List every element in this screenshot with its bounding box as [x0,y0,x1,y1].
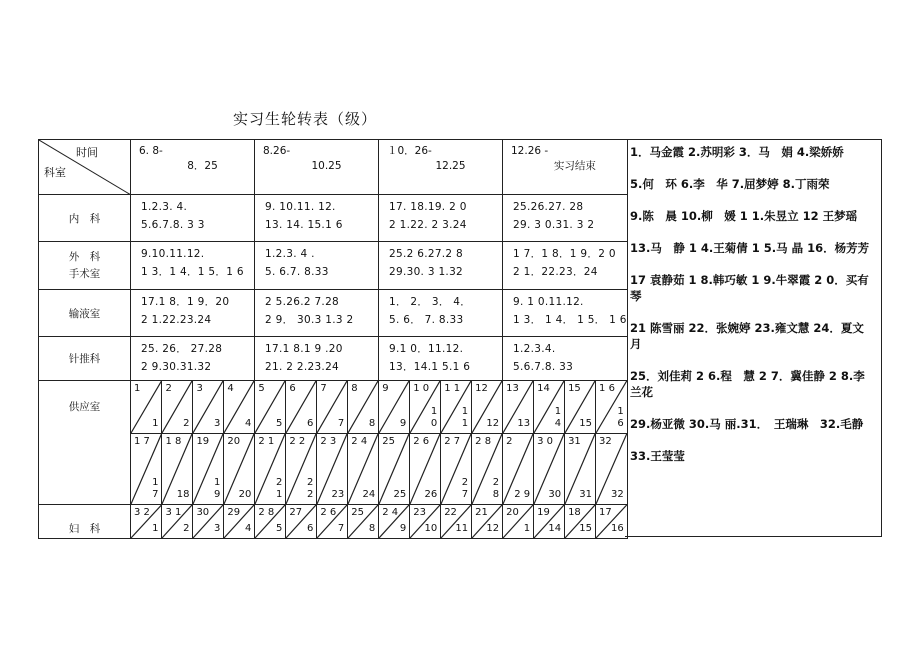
roster-line: 25．刘佳莉 2 6.程 慧 2 7．冀佳静 2 8.李兰花 [630,369,865,399]
slash-bottom-value: 26 [424,489,438,500]
schedule-cell [379,195,503,242]
gyn-row [131,505,628,539]
period-start: 6. 8- [139,145,163,157]
cell-line: 2 1.22. 2 3.24 [389,219,467,231]
roster-line: 29.杨亚微 30.马 丽.31． 王瑞琳 32.毛静 [630,417,864,431]
cell-line: 17.1 8．1 9．20 [141,296,230,308]
slash-cell [286,434,317,504]
slash-bottom-value: 10 [424,523,438,534]
slash-top-value: 4 [227,383,234,394]
schedule-cell [503,242,628,290]
slash-bottom-value: 32 [610,489,624,500]
slash-cell [472,381,503,433]
slash-cell [162,381,193,433]
slash-top-value: 7 [320,383,327,394]
dept-or-label: 手术室 [68,267,101,280]
schedule-cell [379,337,503,381]
slash-top-value: 2 6 [320,507,337,518]
dept-acupuncture: 针推科 [39,337,131,381]
rotation-table [38,139,628,539]
slash-cell [162,505,193,538]
slash-top-value: 25 [382,436,395,447]
slash-cell [565,434,596,504]
slash-bottom-value: 6 [306,523,314,534]
slash-bottom-value: 3 [214,418,221,429]
slash-cell [286,381,317,433]
slash-cell [255,434,286,504]
slash-bottom-value: 2 [183,418,190,429]
slash-top-value: 1 1 [444,383,461,394]
slash-bottom-value: 2 2 [306,477,314,500]
slash-cell [348,505,379,538]
slash-top-value: 2 4 [382,507,399,518]
slash-bottom-value: 12 [486,418,500,429]
cell-line: 1.2.3. 4. [141,201,188,213]
roster-line: 9.陈 晨 10.柳 媛 1 1.朱昱立 12 王梦瑶 [630,209,858,223]
slash-top-value: 12 [475,383,488,394]
slash-top-value: 14 [537,383,550,394]
schedule-cell [503,290,628,337]
slash-cell [255,505,286,538]
slash-bottom-value: 14 [548,523,562,534]
slash-bottom-value: 31 [579,489,593,500]
slash-top-value: 20 [227,436,241,447]
schedule-cell [379,242,503,290]
cell-line: 21. 2 2.23.24 [265,361,340,373]
slash-bottom-value: 20 [238,489,252,500]
dept-infusion: 输液室 [39,290,131,337]
slash-cell [503,505,534,538]
slash-top-value: 2 [165,383,172,394]
slash-bottom-value: 2 9 [514,489,531,500]
slash-top-value: 3 0 [537,436,553,447]
slash-cell [596,434,627,504]
slash-cell [224,381,255,433]
intern-roster [625,139,882,537]
period-start: 12.26 - [511,145,549,157]
slash-cell [503,381,534,433]
period-header [379,140,503,195]
roster-line: 5.何 环 6.李 华 7.屈梦婷 8.丁雨荣 [630,177,830,191]
slash-cell [441,505,472,538]
slash-bottom-value: 24 [362,489,376,500]
slash-top-value: 25 [351,507,365,518]
roster-line: 17 袁静茹 1 8.韩巧敏 1 9.牛翠霞 2 0．买有琴 [630,273,869,303]
schedule-cell [131,337,255,381]
slash-top-value: 2 6 [413,436,430,447]
cell-line: 2 1．22.23．24 [513,266,598,278]
cell-line: 1 7．1 8．1 9．2 0 [513,248,616,260]
period-end: 8．25 [187,160,218,172]
cell-line: 2 5.26.2 7.28 [265,296,340,308]
dept-label: 科室 [44,166,66,179]
slash-bottom-value: 5 [275,418,283,429]
schedule-cell [255,195,379,242]
slash-top-value: 32 [599,436,612,447]
slash-cell [410,505,441,538]
slash-top-value: 3 [196,383,203,394]
slash-top-value: 3 2 [134,507,150,518]
period-header [255,140,379,195]
slash-bottom-value: 1 1 [461,406,469,429]
dept-surgery-label: 外 科 [68,250,101,263]
slash-bottom-value: 30 [548,489,562,500]
roster-line: 13.马 静 1 4.王菊倩 1 5.马 晶 16．杨芳芳 [630,241,870,255]
slash-bottom-value: 4 [245,418,252,429]
cell-line: 1． 2． 3． 4． [389,296,472,308]
slash-bottom-value: 1 9 [214,477,221,500]
slash-bottom-value: 12 [486,523,500,534]
slash-bottom-value: 18 [176,489,190,500]
slash-cell [317,381,348,433]
period-header [131,140,255,195]
slash-bottom-value: 13 [517,418,531,429]
slash-cell [131,381,162,433]
slash-cell [193,505,224,538]
slash-bottom-value: 25 [393,489,407,500]
slash-cell [193,381,224,433]
slash-bottom-value: 8 [368,523,376,534]
slash-top-value: 19 [196,436,210,447]
slash-bottom-value: 2 7 [461,477,469,500]
slash-bottom-value: 2 8 [492,477,500,500]
slash-cell [131,505,162,538]
cell-line: 1 3． 1 4． 1 5． 1 6 [513,314,627,326]
slash-top-value: 2 8 [258,507,275,518]
slash-top-value: 9 [382,383,389,394]
slash-bottom-value: 15 [579,418,593,429]
cell-line: 13. 14. 15.1 6 [265,219,343,231]
cell-line: 2 9.30.31.32 [141,361,212,373]
slash-cell [317,434,348,504]
slash-top-value: 6 [289,383,296,394]
slash-top-value: 5 [258,383,265,394]
header-corner-cell [39,140,131,195]
cell-line: 2 9． 30.3 1.3 2 [265,314,354,326]
slash-top-value: 13 [506,383,519,394]
dept-internal-medicine: 内 科 [39,195,131,242]
slash-bottom-value: 9 [399,523,407,534]
slash-bottom-value: 9 [399,418,407,429]
slash-cell [379,381,410,433]
slash-cell [472,505,503,538]
slash-top-value: 21 [475,507,488,518]
cell-line: 17.1 8.1 9 .20 [265,343,343,355]
slash-bottom-value: 16 [610,523,624,534]
schedule-cell [131,242,255,290]
slash-top-value: 1 6 [599,383,615,394]
slash-top-value: 1 7 [134,436,150,447]
slash-top-value: 2 2 [289,436,306,447]
slash-top-value: 1 0 [413,383,430,394]
slash-top-value: 29 [227,507,241,518]
slash-bottom-value: 15 [579,523,593,534]
slash-bottom-value: 3 [214,523,221,534]
cell-line: 5. 6． 7. 8.33 [389,314,464,326]
schedule-cell [131,290,255,337]
slash-bottom-value: 1 4 [554,406,562,429]
slash-bottom-value: 1 [523,523,531,534]
cell-line: 9. 1 0.11.12. [513,296,584,308]
slash-cell [534,505,565,538]
cell-line: 1.2.3. 4 . [265,248,315,260]
slash-bottom-value: 11 [455,523,469,534]
cell-line: 5.6.7.8. 33 [513,361,574,373]
slash-cell [224,434,255,504]
period-end: 实习结束 [553,160,596,172]
slash-top-value: 1 8 [165,436,182,447]
cell-line: 17. 18.19. 2 0 [389,201,467,213]
slash-bottom-value: 1 7 [152,477,159,500]
slash-top-value: 8 [351,383,358,394]
time-label: 时间 [76,146,98,159]
slash-top-value: 22 [444,507,457,518]
cell-line: 5.6.7.8. 3 3 [141,219,205,231]
schedule-cell [255,337,379,381]
slash-top-value: 31 [568,436,581,447]
slash-bottom-value: 1 0 [430,406,438,429]
period-header [503,140,628,195]
slash-bottom-value: 2 [183,523,190,534]
page-title: 实习生轮转表（级） [233,110,378,128]
schedule-cell [503,195,628,242]
dept-supply: 供应室 [39,381,131,505]
slash-cell [534,381,565,433]
slash-top-value: 27 [289,507,303,518]
slash-top-value: 15 [568,383,581,394]
cell-line: 1 3．1 4．1 5．1 6 [141,266,244,278]
slash-bottom-value: 5 [275,523,283,534]
roster-line: 33.王莹莹 [630,449,685,463]
slash-cell [596,381,627,433]
slash-bottom-value: 1 6 [617,406,624,429]
slash-cell [534,434,565,504]
dept-gynecology: 妇 科 [39,505,131,539]
slash-top-value: 20 [506,507,519,518]
roster-line: 21 陈雪丽 22．张婉婷 23.雍文慧 24．夏文月 [630,321,864,351]
cell-line: 29. 3 0.31. 3 2 [513,219,595,231]
slash-top-value: 17 [599,507,612,518]
slash-bottom-value: 8 [368,418,376,429]
schedule-cell [131,195,255,242]
slash-cell [596,505,627,538]
slash-top-value: 2 7 [444,436,461,447]
slash-cell [379,505,410,538]
schedule-cell [503,337,628,381]
supply-row-2 [131,434,628,505]
slash-bottom-value: 23 [331,489,345,500]
slash-bottom-value: 6 [306,418,314,429]
cell-line: 13．14.1 5.1 6 [389,361,471,373]
cell-line: 25.2 6.27.2 8 [389,248,464,260]
slash-cell [286,505,317,538]
cell-line: 9.1 0．11.12. [389,343,464,355]
slash-bottom-value: 7 [337,523,345,534]
slash-top-value: 3 1 [165,507,182,518]
period-end: 12.25 [435,160,466,172]
slash-cell [565,505,596,538]
slash-top-value: 1 [134,383,141,394]
cell-line: 25. 26． 27.28 [141,343,223,355]
cell-line: 5. 6.7. 8.33 [265,266,329,278]
slash-top-value: 2 4 [351,436,368,447]
slash-cell [317,505,348,538]
slash-cell [193,434,224,504]
slash-top-value: 30 [196,507,210,518]
roster-line: 1．马金霞 2.苏明彩 3．马 娟 4.梁娇娇 [630,145,844,159]
slash-cell [255,381,286,433]
slash-cell [565,381,596,433]
slash-top-value: 18 [568,507,581,518]
slash-cell [441,381,472,433]
slash-top-value: 19 [537,507,550,518]
slash-cell [441,434,472,504]
cell-line: 25.26.27. 28 [513,201,584,213]
slash-cell [410,434,441,504]
slash-cell [503,434,534,504]
slash-bottom-value: 7 [337,418,345,429]
dept-surgery [39,242,131,290]
period-start: １0．26- [387,145,432,157]
slash-cell [131,434,162,504]
slash-top-value: 2 8 [475,436,492,447]
cell-line: 9.10.11.12. [141,248,205,260]
slash-cell [379,434,410,504]
schedule-cell [255,290,379,337]
supply-row-1 [131,381,628,434]
slash-bottom-value: 1 [152,523,159,534]
cell-line: 9. 10.11. 12. [265,201,336,213]
cell-line: 1.2.3.4. [513,343,556,355]
slash-cell [162,434,193,504]
slash-top-value: 23 [413,507,426,518]
slash-cell [410,381,441,433]
slash-top-value: 2 3 [320,436,337,447]
cell-line: 29.30. 3 1.32 [389,266,464,278]
schedule-cell [379,290,503,337]
slash-top-value: 2 [506,436,513,447]
slash-bottom-value: 1 [152,418,159,429]
period-end: 10.25 [311,160,342,172]
period-start: 8.26- [263,145,291,157]
slash-cell [472,434,503,504]
cell-line: 2 1.22.23.24 [141,314,212,326]
slash-top-value: 2 1 [258,436,275,447]
slash-bottom-value: 4 [245,523,252,534]
schedule-cell [255,242,379,290]
slash-bottom-value: 2 1 [275,477,283,500]
slash-cell [348,434,379,504]
slash-cell [224,505,255,538]
slash-cell [348,381,379,433]
